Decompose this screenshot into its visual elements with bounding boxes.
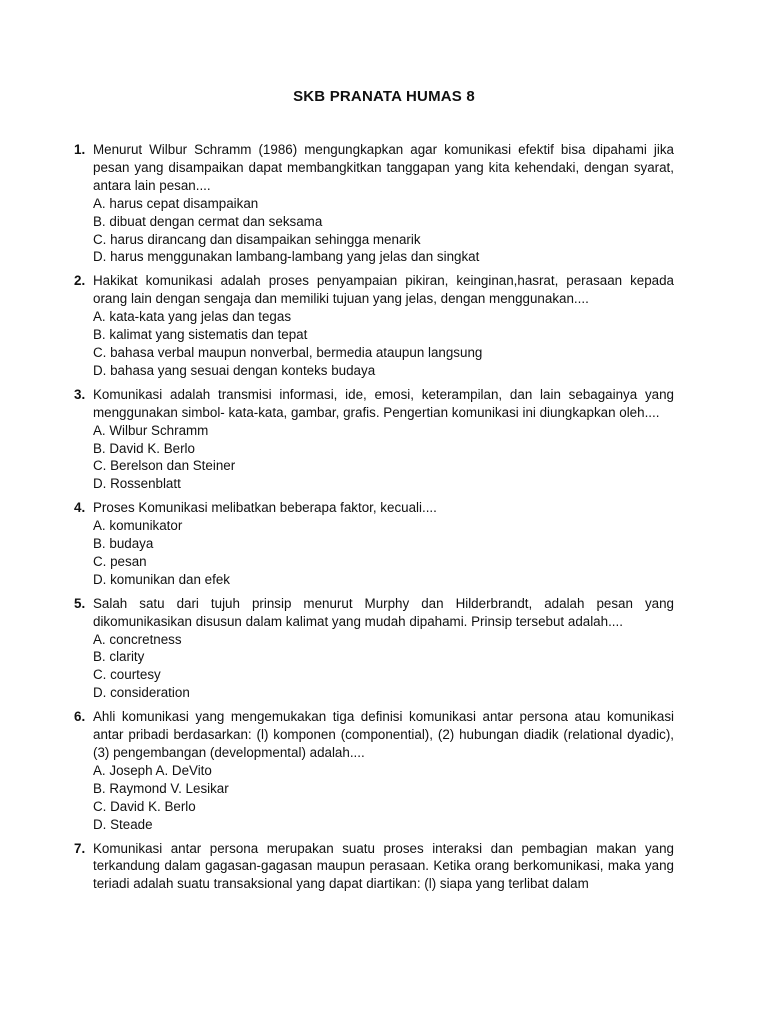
answer-option: D. komunikan dan efek xyxy=(93,571,230,587)
question-text: Hakikat komunikasi adalah proses penyampaian pikiran, keinginan,hasrat, perasaan kepada orang lain dengan sengaja dan memiliki tujuan yang jelas, dengan menggunakan.... xyxy=(93,273,674,307)
question-item xyxy=(74,141,674,266)
answer-option: B. budaya xyxy=(93,536,154,552)
question-item xyxy=(74,708,674,833)
question-item xyxy=(74,272,674,379)
question-number: 6. xyxy=(74,709,86,725)
question-item xyxy=(74,386,674,493)
question-number: 1. xyxy=(74,142,86,157)
answer-option: D. Rossenblatt xyxy=(93,476,181,492)
answer-option: D. Steade xyxy=(93,816,153,832)
answer-option: D. harus menggunakan lambang-lambang yang jelas dan singkat xyxy=(93,249,480,265)
question-text: Komunikasi adalah transmisi informasi, ide, emosi, keterampilan, dan lain sebagainya yang menggunakan simbol- kata-kata, gambar, grafis. Pengertian komunikasi ini diungkapkan oleh.... xyxy=(93,386,674,420)
answer-option: D. consideration xyxy=(93,685,190,701)
answer-option: A. harus cepat disampaikan xyxy=(93,195,259,211)
answer-option: C. harus dirancang dan disampaikan sehingga menarik xyxy=(93,231,421,247)
question-number: 5. xyxy=(74,595,86,611)
answer-option: B. David K. Berlo xyxy=(93,440,195,456)
answer-option: B. kalimat yang sistematis dan tepat xyxy=(93,327,308,343)
answer-option: C. David K. Berlo xyxy=(93,798,196,814)
question-number: 3. xyxy=(74,386,86,402)
answer-option: B. Raymond V. Lesikar xyxy=(93,780,229,796)
question-text: Proses Komunikasi melibatkan beberapa faktor, kecuali.... xyxy=(93,500,437,516)
page-title: SKB PRANATA HUMAS 8 xyxy=(293,88,475,105)
question-text: Ahli komunikasi yang mengemukakan tiga definisi komunikasi antar persona atau komunikasi antar pribadi berdasarkan: (l) komponen (componential), (2) hubungan diadik (relational dyadic), (3) pengembangan (developmental) adalah.... xyxy=(93,709,674,760)
question-item xyxy=(74,499,674,589)
answer-option: A. kata-kata yang jelas dan tegas xyxy=(93,309,292,325)
answer-option: A. Joseph A. DeVito xyxy=(93,762,212,778)
answer-option: B. dibuat dengan cermat dan seksama xyxy=(93,213,323,229)
answer-option: B. clarity xyxy=(93,649,145,665)
answer-option: C. Berelson dan Steiner xyxy=(93,458,236,474)
answer-option: A. Wilbur Schramm xyxy=(93,422,209,438)
answer-option: C. pesan xyxy=(93,553,147,569)
question-text: Komunikasi antar persona merupakan suatu proses interaksi dan pembagian makan yang terkandung dalam gagasan-gagasan maupun perasaan. Ketika orang berkomunikasi, maka yang teriadi adalah suatu transaksional yang dapat diartikan: (l) siapa yang terlibat dalam xyxy=(93,840,674,892)
question-number: 2. xyxy=(74,273,86,289)
question-list xyxy=(74,141,674,899)
question-number: 4. xyxy=(74,500,86,516)
question-number: 7. xyxy=(74,840,86,856)
question-item xyxy=(74,595,674,702)
answer-option: A. komunikator xyxy=(93,518,183,534)
question-text: Salah satu dari tujuh prinsip menurut Murphy dan Hilderbrandt, adalah pesan yang dikomunikasikan disusun dalam kalimat yang mudah dipahami. Prinsip tersebut adalah.... xyxy=(93,595,674,629)
question-text: Menurut Wilbur Schramm (1986) mengungkapkan agar komunikasi efektif bisa dipahami jika pesan yang disampaikan dapat membangkitkan tanggapan yang kita kehendaki, dengan syarat, antara lain pesan.... xyxy=(93,142,674,193)
answer-option: A. concretness xyxy=(93,631,182,647)
answer-option: D. bahasa yang sesuai dengan konteks budaya xyxy=(93,362,376,378)
answer-option: C. courtesy xyxy=(93,667,161,683)
answer-option: C. bahasa verbal maupun nonverbal, bermedia ataupun langsung xyxy=(93,344,483,360)
question-item xyxy=(74,840,674,894)
